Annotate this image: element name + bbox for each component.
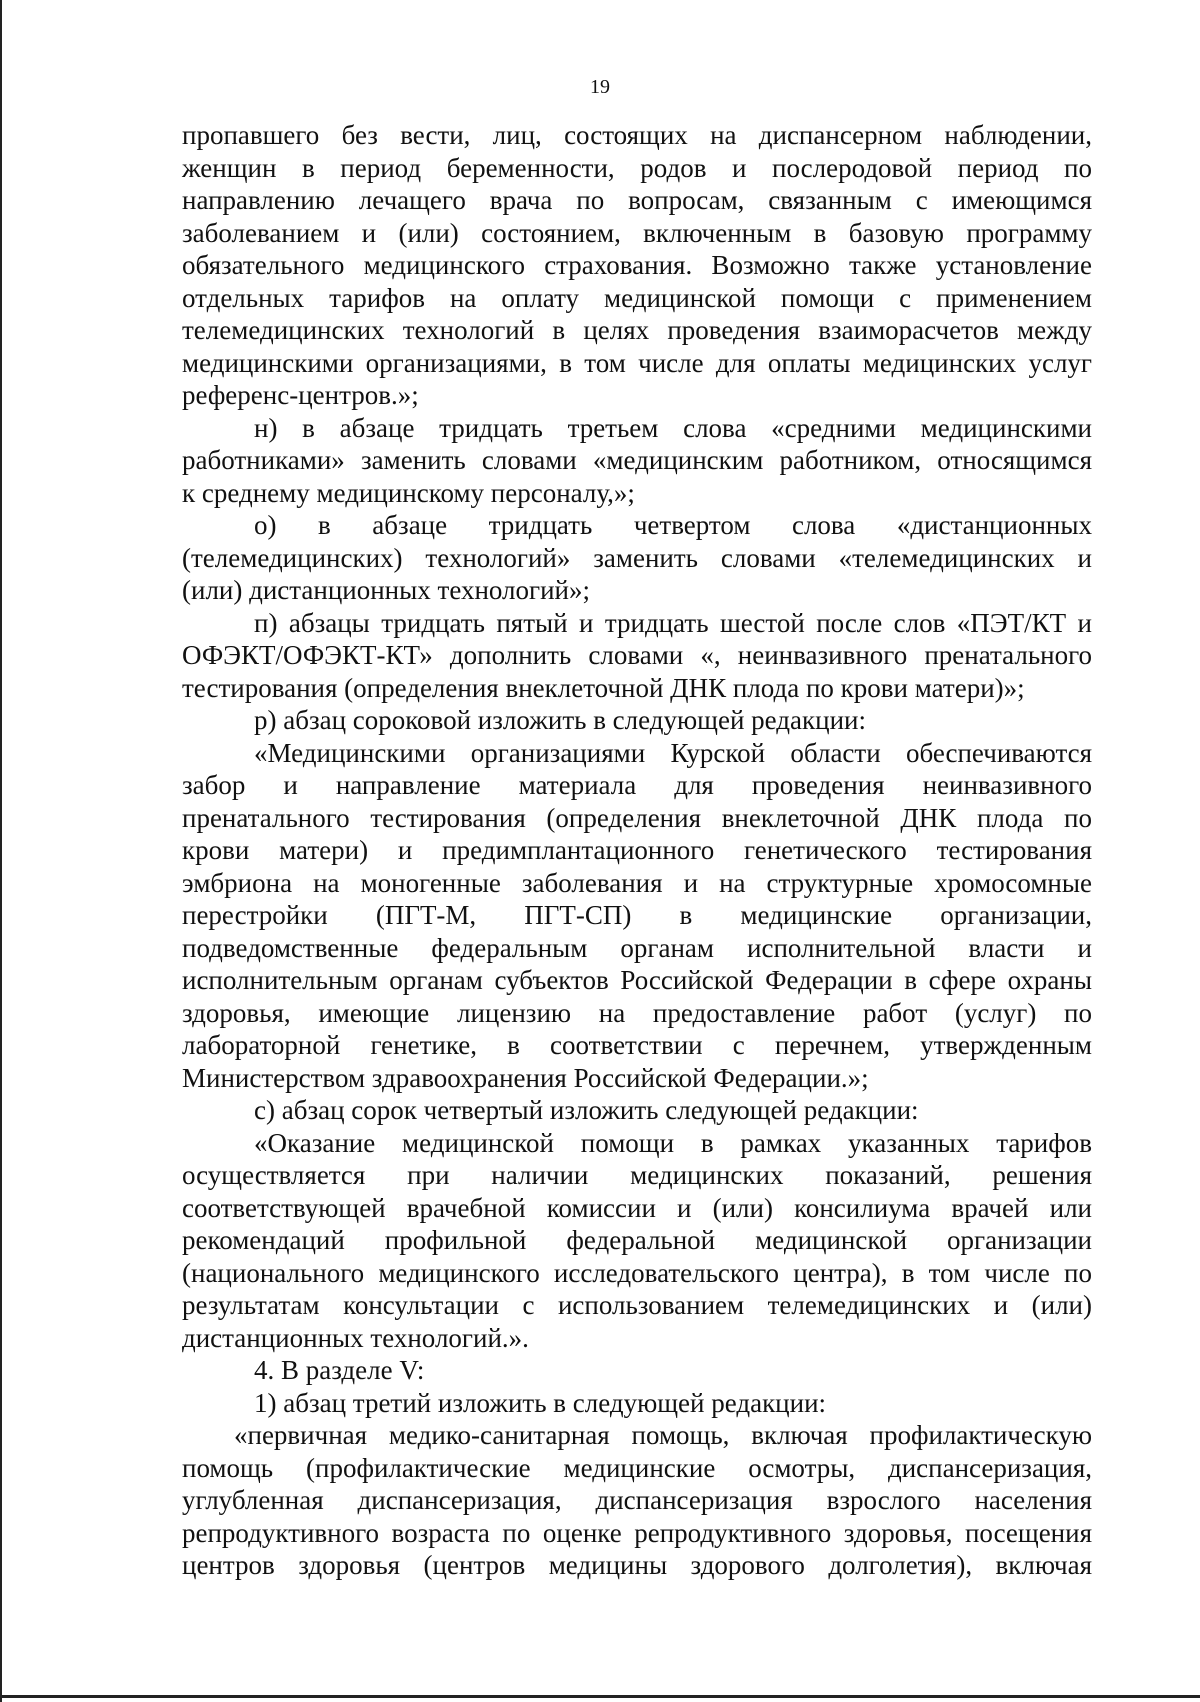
text-line: (национального медицинского исследовательского центра), в том числе по bbox=[182, 1257, 1092, 1288]
text-line: эмбриона на моногенные заболевания и на структурные хромосомные bbox=[182, 867, 1092, 898]
text-line: забор и направление материала для проведения неинвазивного bbox=[182, 770, 1092, 800]
text-line: 1) абзац третий изложить в следующей редакции: bbox=[254, 1387, 827, 1418]
text-line: тестирования (определения внеклеточной ДНК плода по крови матери)»; bbox=[182, 672, 1025, 703]
text-line: телемедицинских технологий в целях проведения взаиморасчетов между bbox=[182, 315, 1092, 345]
text-line: подведомственные федеральным органам исполнительной власти и bbox=[182, 932, 1092, 963]
text-line: н) в абзаце тридцать третьем слова «средними медицинскими bbox=[254, 412, 1092, 443]
text-line: Министерством здравоохранения Российской Федерации.»; bbox=[182, 1062, 869, 1093]
scan-left-edge bbox=[0, 0, 2, 1702]
text-line: отдельных тарифов на оплату медицинской помощи с применением bbox=[182, 282, 1092, 313]
text-line: женщин в период беременности, родов и послеродовой период по bbox=[182, 152, 1092, 183]
text-line: рекомендаций профильной федеральной медицинской организации bbox=[182, 1225, 1092, 1255]
text-line: п) абзацы тридцать пятый и тридцать шестой после слов «ПЭТ/КТ и bbox=[254, 607, 1092, 638]
text-line: перестройки (ПГТ-М, ПГТ-СП) в медицинские организации, bbox=[182, 900, 1092, 930]
text-line: (телемедицинских) технологий» заменить словами «телемедицинских и bbox=[182, 542, 1092, 573]
text-line: о) в абзаце тридцать четвертом слова «дистанционных bbox=[254, 510, 1092, 540]
text-line: пропавшего без вести, лиц, состоящих на диспансерном наблюдении, bbox=[182, 120, 1092, 150]
text-line: направлению лечащего врача по вопросам, связанным с имеющимся bbox=[182, 185, 1092, 215]
text-line: крови матери) и предимплантационного генетического тестирования bbox=[182, 835, 1092, 865]
text-line: соответствующей врачебной комиссии и (или) консилиума врачей или bbox=[182, 1192, 1092, 1223]
text-line: к среднему медицинскому персоналу,»; bbox=[182, 477, 635, 508]
text-line: медицинскими организациями, в том числе для оплаты медицинских услуг bbox=[182, 347, 1092, 378]
text-line: «Медицинскими организациями Курской области обеспечиваются bbox=[254, 737, 1092, 768]
text-line: углубленная диспансеризация, диспансеризация взрослого населения bbox=[182, 1485, 1092, 1515]
text-line: референс-центров.»; bbox=[182, 380, 419, 410]
document-body bbox=[182, 119, 1092, 1582]
text-line: ОФЭКТ/ОФЭКТ-КТ» дополнить словами «, неинвазивного пренатального bbox=[182, 640, 1092, 670]
text-line: дистанционных технологий.». bbox=[182, 1322, 529, 1353]
text-line: осуществляется при наличии медицинских показаний, решения bbox=[182, 1160, 1092, 1190]
text-line: исполнительным органам субъектов Российской Федерации в сфере охраны bbox=[182, 965, 1092, 995]
text-line: лабораторной генетике, в соответствии с перечнем, утвержденным bbox=[182, 1030, 1092, 1060]
text-line: «Оказание медицинской помощи в рамках указанных тарифов bbox=[254, 1127, 1092, 1158]
text-line: обязательного медицинского страхования. Возможно также установление bbox=[182, 250, 1092, 280]
text-line: работниками» заменить словами «медицинским работником, относящимся bbox=[182, 445, 1092, 475]
scan-bottom-edge bbox=[0, 1695, 1200, 1698]
page-number: 19 bbox=[590, 76, 610, 98]
text-line: здоровья, имеющие лицензию на предоставление работ (услуг) по bbox=[182, 997, 1092, 1028]
text-line: результатам консультации с использованием телемедицинских и (или) bbox=[182, 1290, 1092, 1320]
text-line: с) абзац сорок четвертый изложить следующей редакции: bbox=[254, 1095, 919, 1125]
text-line: заболеванием и (или) состоянием, включенным в базовую программу bbox=[182, 217, 1092, 248]
text-line: помощь (профилактические медицинские осмотры, диспансеризация, bbox=[182, 1452, 1092, 1483]
text-line: репродуктивного возраста по оценке репродуктивного здоровья, посещения bbox=[182, 1517, 1092, 1548]
text-line: «первичная медико-санитарная помощь, включая профилактическую bbox=[234, 1420, 1092, 1450]
text-line: (или) дистанционных технологий»; bbox=[182, 575, 590, 605]
text-line: центров здоровья (центров медицины здорового долголетия), включая bbox=[182, 1550, 1092, 1580]
text-line: 4. В разделе V: bbox=[254, 1355, 425, 1385]
text-line: пренатального тестирования (определения внеклеточной ДНК плода по bbox=[182, 802, 1092, 833]
text-line: р) абзац сороковой изложить в следующей редакции: bbox=[254, 705, 866, 735]
